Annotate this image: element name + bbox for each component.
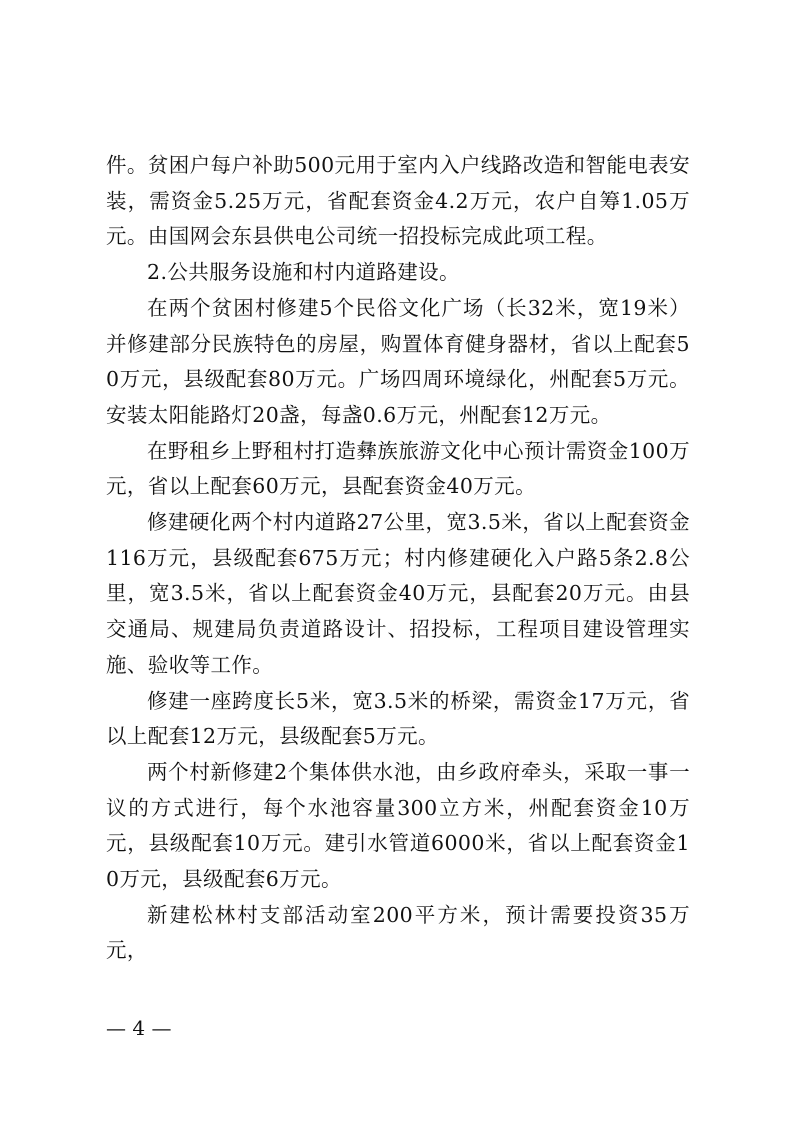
paragraph-continuation: 件。贫困户每户补助500元用于室内入户线路改造和智能电表安装，需资金5.25万元，省配套资金4.2万元，农户自筹1.05万元。由国网会东县供电公司统一招投标完成此项工程。 (106, 153, 690, 249)
page-number: — 4 — (106, 1016, 172, 1040)
paragraph-tourism-center: 在野租乡上野租村打造彝族旅游文化中心预计需资金100万元，省以上配套60万元，县配套资金40万元。 (106, 438, 690, 499)
paragraph-activity-room: 新建松林村支部活动室200平方米，预计需要投资35万元， (106, 902, 690, 963)
body-text (106, 148, 690, 969)
paragraph-village-roads: 修建硬化两个村内道路27公里，宽3.5米，省以上配套资金116万元，县级配套675万元；村内修建硬化入户路5条2.8公里，宽3.5米，省以上配套资金40万元，县配套20万元。由县交通局、规建局负责道路设计、招投标，工程项目建设管理实施、验收等工作。 (106, 510, 690, 677)
paragraph-water-supply: 两个村新修建2个集体供水池，由乡政府牵头，采取一事一议的方式进行，每个水池容量300立方米，州配套资金10万元，县级配套10万元。建引水管道6000米，省以上配套资金10万元，县级配套6万元。 (106, 759, 690, 892)
paragraph-cultural-squares: 在两个贫困村修建5个民俗文化广场（长32米，宽19米）并修建部分民族特色的房屋，购置体育健身器材，省以上配套50万元，县级配套80万元。广场四周环境绿化，州配套5万元。安装太阳能路灯20盏，每盏0.6万元，州配套12万元。 (106, 295, 690, 427)
paragraph-bridge: 修建一座跨度长5米，宽3.5米的桥梁，需资金17万元，省以上配套12万元，县级配套5万元。 (106, 688, 690, 749)
section-heading-public-services: 2.公共服务设施和村内道路建设。 (147, 260, 460, 285)
